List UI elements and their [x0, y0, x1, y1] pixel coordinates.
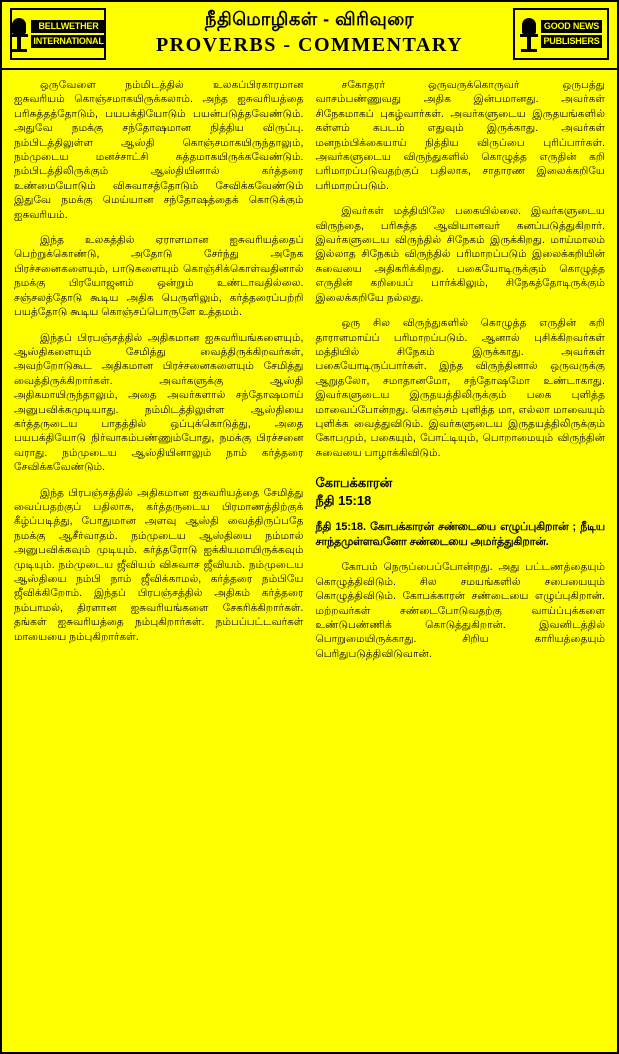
- paragraph: இந்தப் பிரபஞ்சத்தில் அதிகமான ஐசுவரியங்களையும், ஆஸ்திகளையும் சேமித்து வைத்திருக்கிறவர்கள், அவற்றோடுகூட அதிகமான பிரச்சனைகளையும் சேமித்து வைத்திருக்கிறார்கள். அவர்களுக்கு ஆஸ்தி அதிகமாயிருந்தாலும், அதை அவர்களால் சந்தோஷமாய் அனுபவிக்கமுடியாது. நம்மிடத்திலுள்ள ஆஸ்தியை கர்த்தருடைய பாதத்தில் ஒப்புக்கொடுத்து, அதை பயபக்தியோடு நிர்வாகம்பண்ணும்போது, நமக்கு பிரச்சனை வராது. நம்முடைய ஆஸ்தியினாலும் நாம் கர்த்தரை சேவிக்கவேண்டும்.: [14, 331, 304, 474]
- logo-right-line1: GOOD NEWS: [541, 20, 601, 33]
- paragraph: இந்த பிரபஞ்சத்தில் அதிகமான ஐசுவரியத்தை சேமித்து வைப்பதற்குப் பதிலாக, கர்த்தருடைய பிரமாணத்திற்குக் கீழ்ப்படித்து, போதுமான அளவு ஆஸ்தி வைத்திருப்பதே நமக்கு ஆசீர்வாதம். நம்முடைய ஆஸ்தியை நம்மால் அனுபவிக்கவும் முடியும். கர்த்தரோடு ஐக்கியமாயிருக்கவும் முடியும். நம்முடைய ஜீவியம் விசுவாச ஜீவியம். நம்முடைய ஆஸ்தியை நம்பி நாம் ஜீவிக்காமல், கர்த்தரை நம்பியே ஜீவிக்கிறோம். இந்தப் பிரபஞ்சத்தில் அதிகம் கர்த்தரை நம்பாமல், திரளான ஐசுவரியங்களை சேகரிக்கிறார்கள். தங்கள் ஐசுவரியத்தை நம்புகிறார்கள். நம்பப்பட்டவர்கள் மாயையை நம்புகிறார்கள்.: [14, 486, 304, 643]
- section-reference: நீதி 15:18: [315, 493, 372, 509]
- scripture-verse: நீதி 15:18. கோபக்காரன் சண்டையை எழுப்புகிறான் ; நீடிய சாந்தமுள்ளவனோ சண்டையை அமர்த்துகிறான்.: [315, 521, 605, 548]
- paragraph: கோபம் நெருப்பைப்போன்றது. அது பட்டணத்தையும் கொழுத்திவிடும். சில சமயங்களில் சபையையும் கொழுத்திவிடும். கோபக்காரன் சண்டையை எழுப்புகிறான். மற்றவர்கள் சண்டைபோடுவதற்கு வாய்ப்புக்களை உண்டுபண்ணிக் கொடுத்துகிறான். இவனிடத்தில் பொறுமையிருக்காது. சிறிய காரியத்தையும் பெரிதுபடுத்திவிடுவான்.: [315, 561, 605, 660]
- page-header: [2, 2, 617, 70]
- paragraph: இந்த உலகத்தில் ஏராளமான ஐசுவரியத்தைப் பெற்றுக்கொண்டு, அதோடு சேர்ந்து அநேக பிரச்சனைகளையும், பாடுகளையும் கொஞ்சிக்கொள்வதினால் நமக்கு பிரயோஜனம் ஒன்றும் உண்டாவதில்லை. சஞ்சலத்தோடு கூடிய அதிக பெருளிலும், கர்த்தரைப்பற்றி பயத்தோடு கூடிய கொஞ்சப்பொருளே உத்தமம்.: [14, 234, 304, 319]
- bell-icon: [520, 14, 538, 54]
- left-column: [8, 78, 310, 1048]
- title-english: PROVERBS - COMMENTARY: [155, 34, 464, 56]
- paragraph: ஒரு சில விருந்துகளில் கொழுத்த எருதின் கறி தாராளமாய்ப் பரிமாறப்படும். ஆனால் புசிக்கிறவர்கள் மத்தியில் சிநேகம் இருக்காது. அவர்கள் பகையோடிருப்பார்கள். இந்த விருந்தினால் ஒருவருக்கு ஆறுதலோ, சமாதானமோ, சந்தோஷமோ உண்டாகாது. இவர்களுடைய இருதயத்திலிருக்கும் பகை புளித்த மாவைப்போன்றது. கொஞ்சம் புளித்த மா, எல்லா மாவையும் புளிக்க வைத்துவிடும். இவர்களுடைய இருதயத்திலிருக்கும் கோபமும், பகையும், போட்டியும், பொறாமையும் விருந்தின் சுவையை பாழாக்கிவிடும்.: [315, 317, 605, 459]
- logo-left-line1: BELLWETHER: [31, 20, 105, 33]
- paragraph: ஒருவேளை நம்மிடத்தில் உலகப்பிரகாரமான ஐசுவரியம் கொஞ்சமாகயிருக்கலாம். அந்த ஐசுவரியத்தை பரிசுத்தத்தோடும், பயபக்தியோடும் பயன்படுத்தவேண்டும். அதுவே நமக்கு சந்தோஷமான நித்திய விருப்பு. நம்பிடத்திலுள்ள ஆஸ்தி கொஞ்சமாகயிருந்தாலும், நம்முடைய மனச்சாட்சி சுத்தமாகயிருக்கவேண்டும். நம்பிடத்திலிருக்கும் ஆஸ்தியினால் கர்த்தரை உண்மையோடும் விசுவாசத்தோடும் சேவிக்கவேண்டும் இதுவே நமக்கு மெய்யான சந்தோஷத்தைக் கொடுக்கும் ஐசுவரியம்.: [14, 79, 304, 221]
- paragraph: சகோதரர் ஒருவருக்கொருவர் ஒருபத்து வாசம்பண்ணுவது அதிக இன்பமானது. அவர்கள் சிநேகமாகப் புகழ்வார்கள். அவர்களுடைய இருதயங்களில் கள்ளம் கபடம் எதுவும் இருக்காது. அவர்கள் மனநம்பிக்கையாய் நித்திய விருப்பை புரிப்பார்கள். அவர்களுடைய விருந்துகளில் கொழுத்த எருதின் கறி பரிமாறப்படுவதற்குப் பதிலாக, சாதாரண இலைக்கறியே பரிமாறப்படும்.: [315, 79, 605, 192]
- page-title: [112, 6, 507, 58]
- logo-left-line2: INTERNATIONAL: [33, 36, 104, 46]
- two-column-body: [2, 72, 617, 1052]
- bell-icon: [10, 14, 28, 54]
- right-column: [310, 78, 612, 1048]
- good-news-publishers-logo: [513, 8, 609, 60]
- section-heading: கோபக்காரன்: [315, 475, 393, 491]
- bellwether-international-logo: [10, 8, 106, 60]
- logo-right-line2: PUBLISHERS: [543, 36, 600, 46]
- title-tamil: நீதிமொழிகள் - விரிவுரை: [204, 9, 415, 29]
- paragraph: இவர்கள் மத்தியிலே பகையில்லை. இவர்களுடைய விருந்தை, பரிசுத்த ஆவியானவர் கனப்படுத்துகிறார். இவர்களுடைய விருந்தில் சிநேகம் இருக்கிறது. மாய்மாலம் இல்லாத சிநேகம் விருந்தில் பரிமாறப்படும் இலைக்கறியின் சுவையை அதிகரிக்கிறது. பகையோடிருக்கும் கொழுத்த எருதின் கறியைப் பார்க்கிலும், சிநேகத்தோடிருக்கும் இலைக்கறியே நல்லது.: [315, 205, 605, 304]
